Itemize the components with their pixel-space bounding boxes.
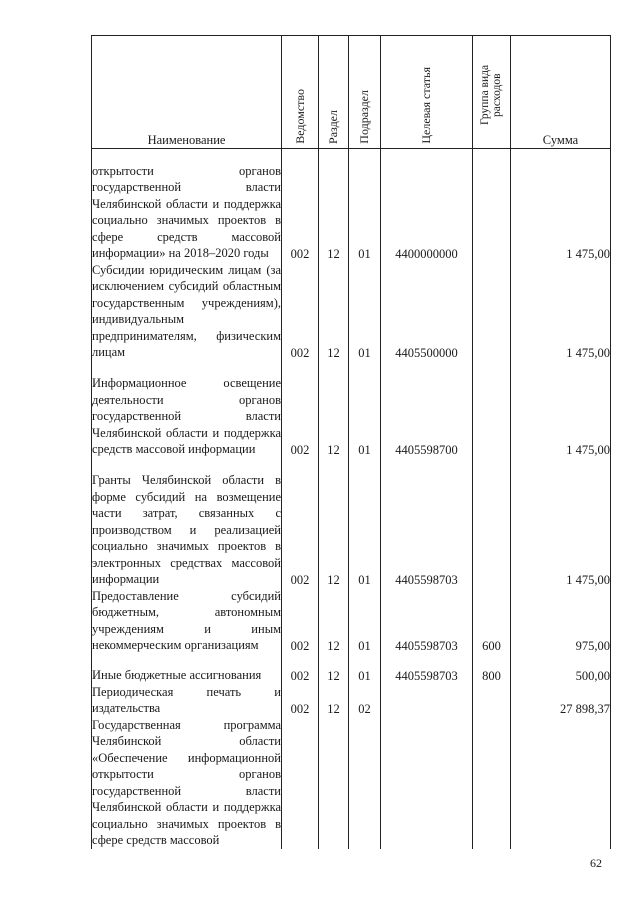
cell-name: Предоставление субсидий бюджетным, автономным учреждениям и иным некоммерческим организациям: [92, 588, 281, 652]
cell-group: 800: [473, 654, 511, 684]
cell-group: [473, 458, 511, 588]
table-row: [92, 361, 611, 458]
cell-ved: 002: [282, 361, 319, 458]
cell-ved: 002: [282, 588, 319, 654]
cell-name: Гранты Челябинской области в форме субсидий на возмещение части затрат, связанных с производством и реализацией социально значимых проектов в электронных средствах массовой информации: [92, 458, 282, 588]
cell-ved: 002: [282, 654, 319, 684]
cell-name: Иные бюджетные ассигнования: [92, 654, 282, 684]
cell-podrazdel: 01: [349, 361, 381, 458]
cell-target: 4405598703: [381, 654, 473, 684]
header-vedomstvo: Ведомство: [282, 36, 319, 149]
header-sum: Сумма: [511, 36, 611, 149]
cell-podrazdel: 01: [349, 262, 381, 361]
cell-sum: 975,00: [511, 588, 611, 654]
table-header-row: [92, 36, 611, 149]
cell-razdel: [319, 717, 349, 849]
cell-group: 600: [473, 588, 511, 654]
cell-target: 4405598703: [381, 458, 473, 588]
cell-podrazdel: 01: [349, 458, 381, 588]
cell-group: [473, 361, 511, 458]
cell-sum: 500,00: [511, 654, 611, 684]
table-row: [92, 588, 611, 654]
cell-sum: 1 475,00: [511, 149, 611, 262]
cell-group: [473, 149, 511, 262]
header-name: Наименование: [92, 36, 282, 149]
cell-target: 4405598700: [381, 361, 473, 458]
cell-target: 4405500000: [381, 262, 473, 361]
cell-ved: 002: [282, 684, 319, 717]
cell-razdel: 12: [319, 684, 349, 717]
cell-sum: 1 475,00: [511, 262, 611, 361]
table-row: [92, 458, 611, 588]
budget-table: [91, 35, 611, 849]
cell-sum: 1 475,00: [511, 361, 611, 458]
cell-podrazdel: 01: [349, 654, 381, 684]
header-razdel: Раздел: [319, 36, 349, 149]
cell-name: Информационное освещение деятельности органов государственной власти Челябинской области и поддержка средств массовой информации: [92, 361, 282, 458]
cell-target: [381, 684, 473, 717]
table-row: [92, 654, 611, 684]
cell-group: [473, 717, 511, 849]
cell-razdel: 12: [319, 588, 349, 654]
cell-podrazdel: [349, 717, 381, 849]
header-podrazdel: Подраздел: [349, 36, 381, 149]
header-group: Группа вида расходов: [473, 36, 511, 149]
cell-ved: [282, 717, 319, 849]
cell-ved: 002: [282, 262, 319, 361]
cell-razdel: 12: [319, 654, 349, 684]
cell-podrazdel: 02: [349, 684, 381, 717]
cell-sum: 27 898,37: [511, 684, 611, 717]
cell-target: 4400000000: [381, 149, 473, 262]
table-row: [92, 717, 611, 849]
table-row: [92, 262, 611, 361]
cell-target: [381, 717, 473, 849]
cell-ved: 002: [282, 149, 319, 262]
cell-name: Государственная программа Челябинской области «Обеспечение информационной открытости органов государственной власти Челябинской области и поддержка социально значимых проектов в сфере средств массовой: [92, 717, 281, 847]
cell-name: Субсидии юридическим лицам (за исключением субсидий областным государственным учреждениям), индивидуальным предпринимателям, физическим лицам: [92, 262, 281, 359]
cell-razdel: 12: [319, 149, 349, 262]
header-target: Целевая статья: [381, 36, 473, 149]
cell-ved: 002: [282, 458, 319, 588]
cell-sum: 1 475,00: [511, 458, 611, 588]
cell-razdel: 12: [319, 361, 349, 458]
table-row: [92, 149, 611, 262]
cell-sum: [511, 717, 611, 849]
cell-podrazdel: 01: [349, 588, 381, 654]
cell-name: Периодическая печать и издательства: [92, 684, 281, 715]
cell-group: [473, 684, 511, 717]
cell-razdel: 12: [319, 458, 349, 588]
cell-name: открытости органов государственной власти Челябинской области и поддержка социально значимых проектов в сфере средств массовой информации» на 2018–2020 годы: [92, 149, 282, 262]
cell-podrazdel: 01: [349, 149, 381, 262]
cell-group: [473, 262, 511, 361]
cell-target: 4405598703: [381, 588, 473, 654]
page-number: 62: [590, 856, 602, 870]
table-row: [92, 684, 611, 717]
cell-razdel: 12: [319, 262, 349, 361]
